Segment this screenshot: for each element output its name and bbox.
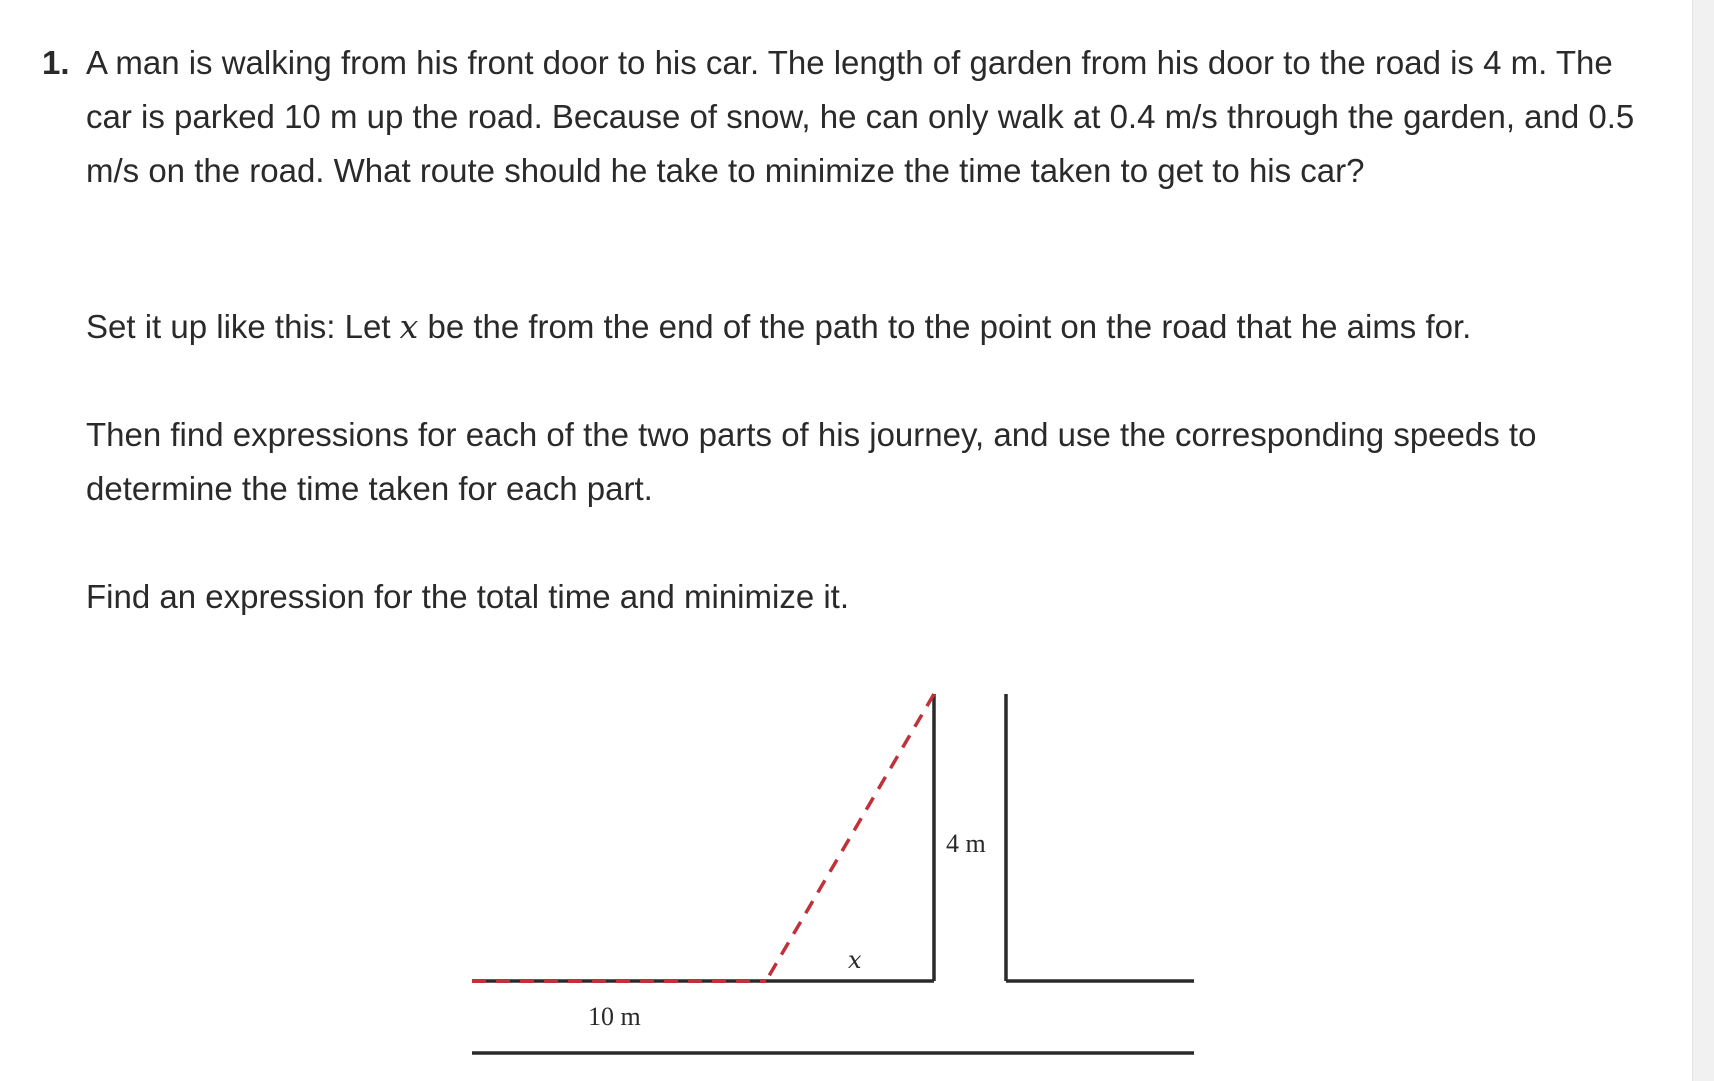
setup-text-end: be the from the end of the path to the point on the road that he aims for. — [418, 308, 1472, 345]
problem-number: 1. — [42, 44, 70, 81]
route-diagram — [460, 680, 1220, 1080]
expressions-instruction: Then find expressions for each of the two parts of his journey, and use the corresponding speeds to determine the time taken for each part. — [86, 416, 1537, 507]
garden-length-label: 4 m — [946, 829, 986, 858]
scrollbar-track[interactable] — [1692, 0, 1714, 1081]
variable-x: x — [399, 307, 419, 346]
x-distance-label: x — [848, 946, 862, 974]
problem-statement: A man is walking from his front door to his car. The length of garden from his door to the road is 4 m. The car is parked 10 m up the road. Because of snow, he can only walk at 0.4 m/s through the garden, and 0.5 m/s on the road. What route should he take to minimize the time taken to get to his car? — [86, 44, 1635, 189]
setup-instruction — [86, 300, 1646, 354]
setup-text-start: Set it up like this: Let — [86, 308, 400, 345]
route-through-garden — [766, 694, 934, 981]
road-distance-label: 10 m — [588, 1002, 641, 1031]
minimize-instruction: Find an expression for the total time and minimize it. — [86, 578, 850, 615]
